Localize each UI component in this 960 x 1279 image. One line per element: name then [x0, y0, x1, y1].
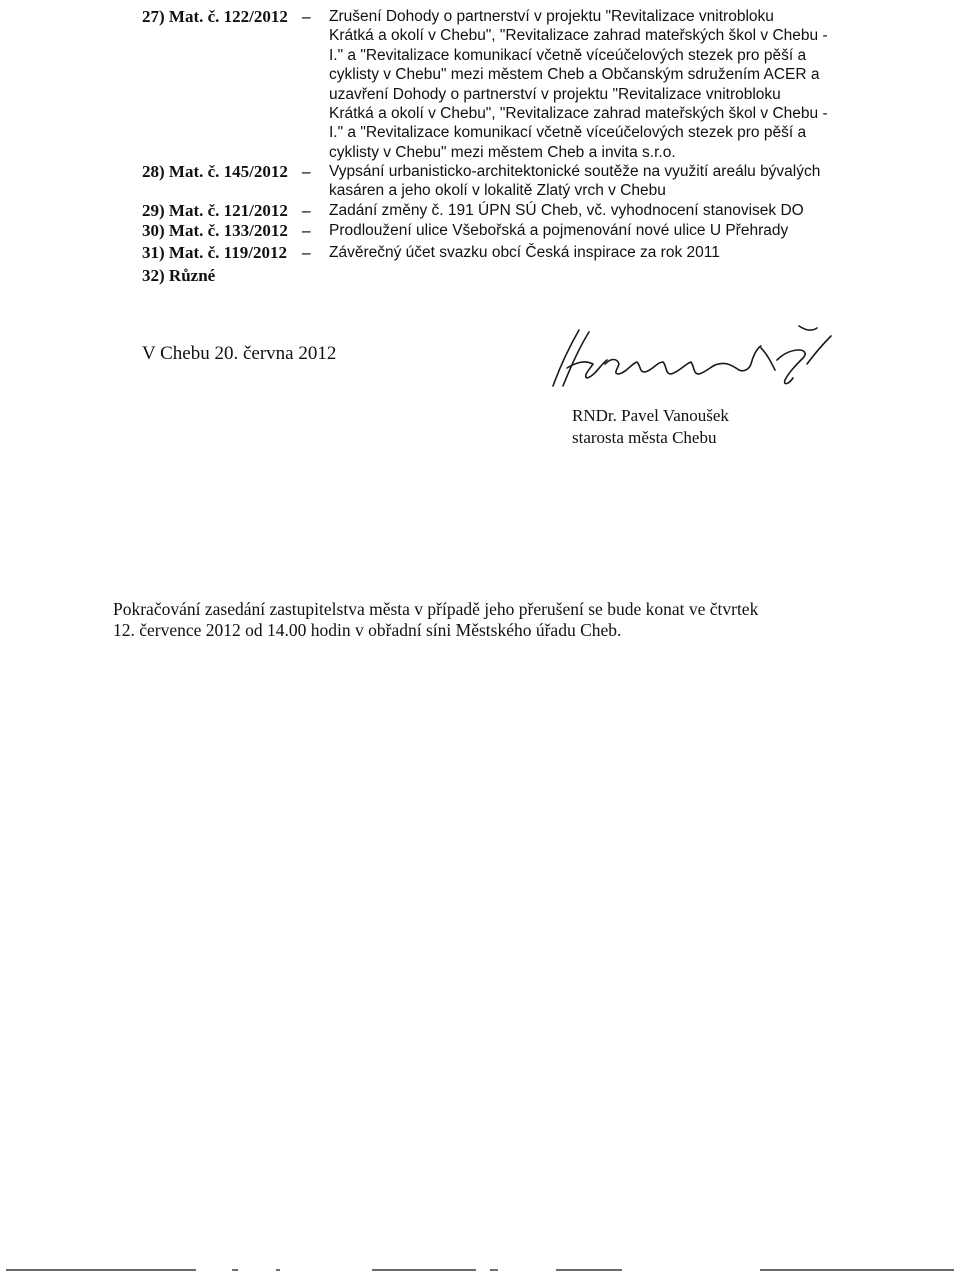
agenda-item-text [329, 201, 849, 220]
agenda-item-line: cyklisty v Chebu" mezi městem Cheb a invita s.r.o. [329, 143, 676, 161]
agenda-item-line: uzavření Dohody o partnerství v projektu "Revitalizace vnitrobloku [329, 85, 781, 103]
agenda-item-dash: – [302, 162, 311, 181]
footer-scan-lines [0, 1268, 960, 1272]
agenda-item-dash: – [302, 243, 311, 262]
agenda-item-text [329, 221, 849, 240]
agenda-item-number: 28) Mat. č. 145/2012 [142, 162, 288, 181]
agenda-item-line: I." a "Revitalizace komunikací včetně víceúčelových stezek pro pěší a [329, 46, 807, 64]
agenda-item-number: 30) Mat. č. 133/2012 [142, 221, 288, 240]
agenda-item-line: Zadání změny č. 191 ÚPN SÚ Cheb, vč. vyhodnocení stanovisek DO [329, 202, 804, 219]
agenda-item-line: Zrušení Dohody o partnerství v projektu "Revitalizace vnitrobloku [329, 8, 774, 25]
continuation-line: 12. července 2012 od 14.00 hodin v obřadní síni Městského úřadu Cheb. [113, 620, 622, 640]
handwritten-signature [545, 320, 835, 400]
signer-name: RNDr. Pavel Vanoušek [572, 406, 729, 425]
agenda-item-dash: – [302, 7, 311, 26]
place-and-date: V Chebu 20. června 2012 [142, 343, 337, 364]
agenda-item-dash: – [302, 201, 311, 220]
signer-title: starosta města Chebu [572, 428, 717, 447]
agenda-item-text [329, 7, 849, 162]
agenda-item-line: Vypsání urbanisticko-architektonické soutěže na využití areálu bývalých [329, 163, 821, 180]
agenda-item-number: 32) Různé [142, 266, 216, 285]
agenda-item-line: Krátká a okolí v Chebu", "Revitalizace zahrad mateřských škol v Chebu - [329, 105, 828, 123]
agenda-item-line: kasáren a jeho okolí v lokalitě Zlatý vrch v Chebu [329, 182, 666, 200]
agenda-item-line: Krátká a okolí v Chebu", "Revitalizace zahrad mateřských škol v Chebu - [329, 27, 828, 45]
agenda-item-number: 29) Mat. č. 121/2012 [142, 201, 288, 220]
agenda-item-number: 27) Mat. č. 122/2012 [142, 7, 288, 26]
agenda-item-line: I." a "Revitalizace komunikací včetně víceúčelových stezek pro pěší a [329, 124, 807, 142]
agenda-item-text [329, 162, 849, 201]
continuation-notice [113, 599, 873, 641]
agenda-item-line: Prodloužení ulice Všebořská a pojmenování nové ulice U Přehrady [329, 222, 789, 239]
continuation-line: Pokračování zasedání zastupitelstva města v případě jeho přerušení se bude konat ve čtvrtek [113, 599, 759, 619]
agenda-item-text [329, 243, 849, 262]
agenda-item-dash: – [302, 221, 311, 240]
agenda-item-line: cyklisty v Chebu" mezi městem Cheb a Občanským sdružením ACER a [329, 66, 820, 84]
agenda-item-line: Závěrečný účet svazku obcí Česká inspirace za rok 2011 [329, 244, 720, 261]
agenda-item-number: 31) Mat. č. 119/2012 [142, 243, 287, 262]
